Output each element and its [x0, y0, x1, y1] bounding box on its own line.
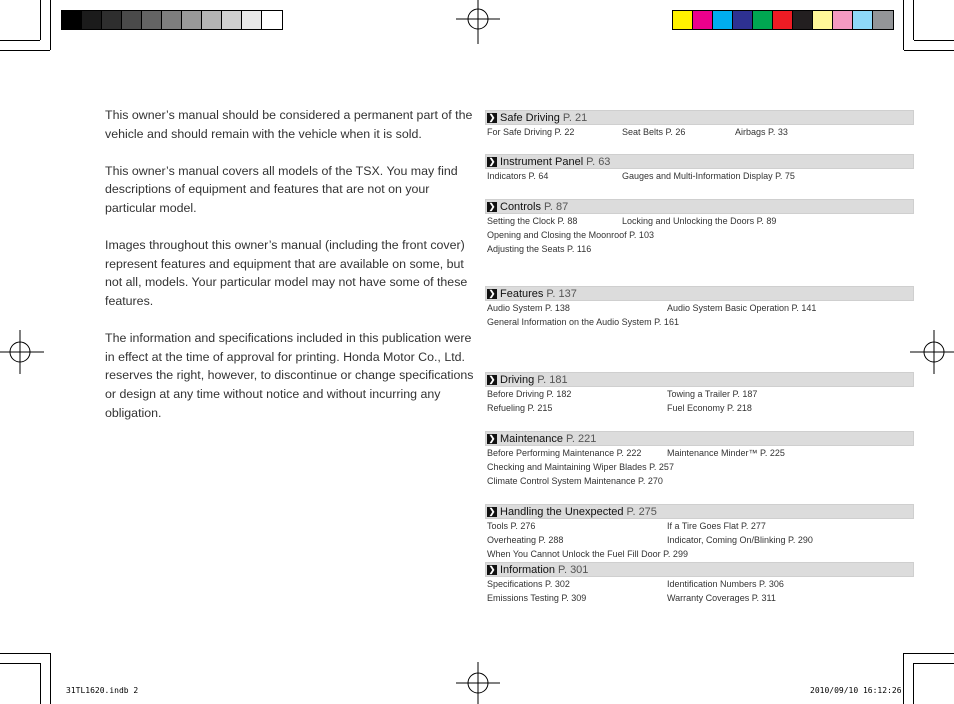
color-swatch: [813, 11, 833, 29]
toc-entry-link[interactable]: Audio System Basic Operation P. 141: [667, 303, 817, 313]
toc-section-page: P. 63: [586, 155, 611, 168]
color-swatch: [713, 11, 733, 29]
registration-mark-right: [910, 330, 954, 374]
toc-entry-link[interactable]: For Safe Driving P. 22: [487, 127, 575, 137]
toc-entry-link[interactable]: General Information on the Audio System P. 161: [487, 317, 679, 327]
toc-section-title: Maintenance: [500, 432, 563, 445]
arrow-right-icon: ❯: [488, 564, 496, 574]
toc-entry-link[interactable]: Maintenance Minder™ P. 225: [667, 448, 785, 458]
toc-section: [485, 431, 914, 488]
arrow-right-icon: ❯: [488, 288, 496, 298]
toc-row: [485, 577, 914, 591]
color-swatch: [833, 11, 853, 29]
toc-row: [485, 533, 914, 547]
arrow-right-icon: ❯: [488, 156, 496, 166]
toc-entry-link[interactable]: Before Performing Maintenance P. 222: [487, 448, 642, 458]
color-swatch: [873, 11, 893, 29]
toc-entry-link[interactable]: Towing a Trailer P. 187: [667, 389, 758, 399]
color-swatch: [262, 11, 282, 29]
color-swatch: [222, 11, 242, 29]
color-swatch: [693, 11, 713, 29]
toc-section-page: P. 275: [626, 505, 657, 518]
color-swatch: [182, 11, 202, 29]
intro-text: [105, 106, 477, 441]
toc-section-page: P. 87: [543, 200, 569, 213]
arrow-right-icon: ❯: [488, 374, 496, 384]
toc-entry-link[interactable]: Adjusting the Seats P. 116: [487, 244, 592, 254]
toc-entry-link[interactable]: Indicator, Coming On/Blinking P. 290: [667, 535, 813, 545]
intro-paragraph: Images throughout this owner’s manual (including the front cover) represent features and equipment that are available on some, but not all, models. Your particular model may not have some of these features.: [105, 238, 468, 308]
toc-section-title: Features: [500, 287, 544, 300]
color-swatch: [793, 11, 813, 29]
toc-entry-link[interactable]: Climate Control System Maintenance P. 270: [487, 476, 663, 486]
toc-entry-link[interactable]: Gauges and Multi-Information Display P. 75: [622, 171, 795, 181]
toc-section-page: P. 221: [566, 432, 597, 445]
toc-row: [485, 301, 914, 315]
toc-section: [485, 154, 914, 183]
arrow-right-icon: ❯: [488, 506, 496, 516]
toc-entry-link[interactable]: Warranty Coverages P. 311: [667, 593, 776, 603]
toc-section-heading[interactable]: [485, 372, 914, 387]
toc-row: [485, 401, 914, 415]
toc-row: [485, 315, 914, 329]
toc-row: [485, 387, 914, 401]
toc-entry-link[interactable]: Emissions Testing P. 309: [487, 593, 587, 603]
toc-entry-link[interactable]: Seat Belts P. 26: [622, 127, 686, 137]
toc-row: [485, 547, 914, 561]
registration-mark-left: [0, 330, 44, 374]
toc-section-page: P. 181: [537, 373, 568, 386]
toc-row: [485, 519, 914, 533]
toc-row: [485, 228, 914, 242]
color-swatch: [202, 11, 222, 29]
color-swatch: [142, 11, 162, 29]
color-swatch: [773, 11, 793, 29]
toc-entry-link[interactable]: Locking and Unlocking the Doors P. 89: [622, 216, 777, 226]
registration-mark-top: [456, 0, 500, 44]
arrow-right-icon: ❯: [488, 112, 496, 122]
toc-section: [485, 504, 914, 561]
intro-paragraph: This owner’s manual covers all models of the TSX. You may find descriptions of equipment and features that are not on your particular model.: [105, 163, 458, 215]
color-swatch: [853, 11, 873, 29]
toc-entry-link[interactable]: Opening and Closing the Moonroof P. 103: [487, 230, 654, 240]
toc-entry-link[interactable]: Overheating P. 288: [487, 535, 564, 545]
arrow-right-icon: ❯: [488, 201, 496, 211]
toc-entry-link[interactable]: Refueling P. 215: [487, 403, 553, 413]
toc-section-page: P. 301: [558, 563, 589, 576]
toc-entry-link[interactable]: Audio System P. 138: [487, 303, 570, 313]
toc-row: [485, 474, 914, 488]
toc-section-page: P. 137: [546, 287, 577, 300]
toc-section: [485, 286, 914, 329]
toc-row: [485, 242, 914, 256]
toc-section-heading[interactable]: [485, 562, 914, 577]
toc-row: [485, 169, 914, 183]
toc-section-page: P. 21: [562, 111, 588, 124]
toc-section-heading[interactable]: [485, 504, 914, 519]
grayscale-color-bar: [61, 10, 283, 30]
toc-section-title: Safe Driving: [500, 111, 560, 124]
color-swatch: [753, 11, 773, 29]
toc-section-title: Driving: [500, 373, 535, 386]
toc-row: [485, 591, 914, 605]
color-swatch: [162, 11, 182, 29]
color-swatch: [102, 11, 122, 29]
toc-row: [485, 446, 914, 460]
color-swatch: [733, 11, 753, 29]
toc-section-heading[interactable]: [485, 110, 914, 125]
toc-entry-link[interactable]: Before Driving P. 182: [487, 389, 572, 399]
toc-entry-link[interactable]: Airbags P. 33: [735, 127, 788, 137]
process-color-bar: [672, 10, 894, 30]
color-swatch: [122, 11, 142, 29]
color-swatch: [62, 11, 82, 29]
toc-section-heading[interactable]: [485, 286, 914, 301]
toc-section-title: Controls: [500, 200, 541, 213]
intro-paragraph: This owner’s manual should be considered a permanent part of the vehicle and should remain with the vehicle when it is sold.: [105, 108, 473, 141]
toc-section: [485, 199, 914, 256]
toc-entry-link[interactable]: Specifications P. 302: [487, 579, 570, 589]
color-swatch: [673, 11, 693, 29]
file-slug: 31TL1620.indb 2: [66, 686, 139, 695]
toc-entry-link[interactable]: Fuel Economy P. 218: [667, 403, 752, 413]
toc-section-heading[interactable]: [485, 431, 914, 446]
toc-row: [485, 460, 914, 474]
arrow-right-icon: ❯: [488, 433, 496, 443]
toc-row: [485, 125, 914, 139]
date-slug: 2010/09/10 16:12:26: [810, 686, 902, 695]
toc-entry-link[interactable]: Indicators P. 64: [487, 171, 549, 181]
toc-section: [485, 372, 914, 415]
toc-entry-link[interactable]: Tools P. 276: [487, 521, 536, 531]
toc-entry-link[interactable]: When You Cannot Unlock the Fuel Fill Door P. 299: [487, 549, 688, 559]
toc-section-title: Information: [500, 563, 556, 576]
color-swatch: [82, 11, 102, 29]
toc-section: [485, 562, 914, 605]
color-swatch: [242, 11, 262, 29]
toc-entry-link[interactable]: Checking and Maintaining Wiper Blades P. 257: [487, 462, 674, 472]
toc-entry-link[interactable]: If a Tire Goes Flat P. 277: [667, 521, 766, 531]
toc-section-title: Handling the Unexpected: [500, 505, 624, 518]
toc-entry-link[interactable]: Setting the Clock P. 88: [487, 216, 578, 226]
toc-row: [485, 214, 914, 228]
intro-paragraph: The information and specifications included in this publication were in effect at the time of approval for printing. Honda Motor Co., Ltd. reserves the right, however, to discontinue or change specifications or design at any time without notice and without incurring any obligation.: [105, 331, 474, 420]
toc-section-heading[interactable]: [485, 199, 914, 214]
toc-entry-link[interactable]: Identification Numbers P. 306: [667, 579, 784, 589]
registration-mark-bottom: [456, 662, 500, 704]
toc-section: [485, 110, 914, 139]
toc-section-title: Instrument Panel: [500, 155, 584, 168]
toc-section-heading[interactable]: [485, 154, 914, 169]
